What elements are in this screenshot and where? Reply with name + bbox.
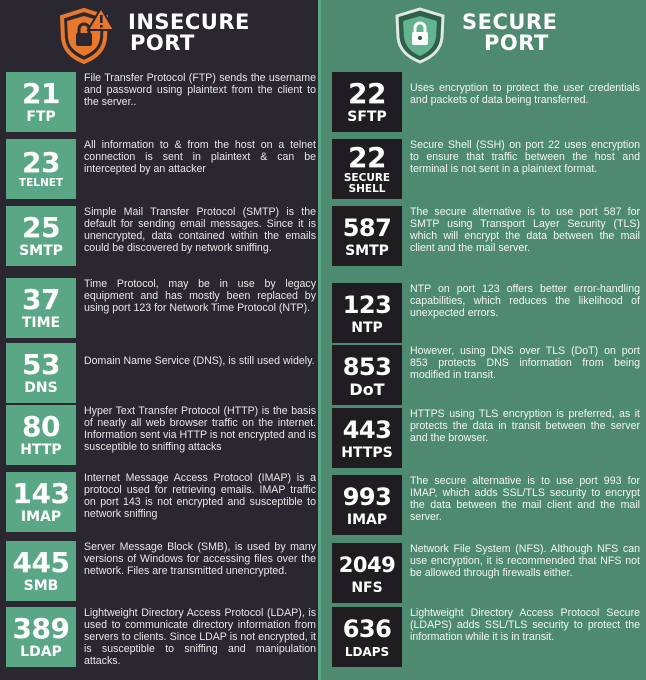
port-badge	[6, 405, 76, 465]
port-number: 23	[22, 146, 60, 179]
port-name: IMAP	[20, 508, 62, 525]
port-badge	[6, 206, 76, 266]
secure-row	[332, 345, 640, 405]
port-name: DNS	[24, 379, 58, 396]
insecure-title-line1: INSECURE	[128, 10, 250, 34]
port-name: SFTP	[347, 108, 387, 125]
port-badge	[6, 607, 76, 667]
port-badge	[6, 139, 76, 199]
port-description: All information to & from the host on a telnet connection is sent in plaintext & can be intercepted by an attacker	[84, 139, 316, 175]
insecure-row	[6, 278, 316, 338]
port-badge	[332, 206, 402, 266]
port-description: Server Message Block (SMB), is used by many versions of Windows for accessing files over the network. Files are transmitted unencrypted.	[84, 541, 316, 577]
insecure-row	[6, 472, 316, 532]
port-description: However, using DNS over TLS (DoT) on port 853 protects DNS information from being modified in transit.	[410, 345, 640, 381]
port-name: FTP	[26, 108, 56, 125]
port-number: 53	[22, 347, 60, 381]
port-badge	[6, 472, 76, 532]
port-description: Lightweight Directory Access Protocol (LDAP), is used to communicate directory information from servers to clients. Since LDAP is not encrypted, it is susceptible to sniffing and manipulation attacks.	[84, 607, 316, 667]
insecure-title-line2: PORT	[130, 31, 195, 55]
secure-title	[462, 12, 557, 54]
port-description: Lightweight Directory Access Protocol Secure (LDAPS) adds SSL/TLS security to protect the information while it is in transit.	[410, 607, 640, 643]
port-number: 21	[22, 76, 60, 110]
port-number: 25	[22, 210, 60, 244]
secure-title-line2: PORT	[484, 31, 549, 55]
port-badge	[332, 607, 402, 667]
port-number: 123	[342, 290, 392, 319]
port-number: 80	[22, 409, 60, 443]
port-name: LDAP	[20, 643, 62, 660]
insecure-row	[6, 72, 316, 132]
insecure-row	[6, 607, 316, 667]
port-badge	[332, 283, 402, 343]
port-name: SMB	[23, 577, 59, 594]
port-description: NTP on port 123 offers better error-handling capabilities, which reduces the likelihood of unexpected errors.	[410, 283, 640, 319]
port-number: 143	[12, 476, 70, 510]
port-badge	[6, 278, 76, 338]
port-name: IMAP	[346, 511, 388, 528]
port-description: Time Protocol, may be in use by legacy equipment and has mostly been replaced by using port 123 for Network Time Protocol (NTP).	[84, 278, 316, 314]
port-description: Network File System (NFS). Although NFS can use encryption, it is recommended that NFS not be allowed through firewalls either.	[410, 543, 640, 579]
port-name: HTTPS	[341, 444, 393, 461]
port-description: The secure alternative is to use port 587 for SMTP using Transport Layer Security (TLS) which will encrypt the data between the mail client and the mail server.	[410, 206, 640, 254]
port-badge	[332, 72, 402, 132]
insecure-row	[6, 206, 316, 266]
port-number: 445	[12, 545, 70, 579]
port-description: File Transfer Protocol (FTP) sends the username and password using plaintext from the client to the server..	[84, 72, 316, 108]
secure-row	[332, 139, 640, 199]
port-description: Uses encryption to protect the user credentials and packets of data being transferred.	[410, 82, 640, 106]
shield-lock-icon	[390, 6, 450, 64]
insecure-row	[6, 139, 316, 199]
port-description: Secure Shell (SSH) on port 22 uses encryption to ensure that traffic between the host and terminal is not sent in a plaintext format.	[410, 139, 640, 175]
port-badge	[6, 541, 76, 601]
port-badge	[332, 345, 402, 405]
port-number: 443	[342, 415, 392, 444]
insecure-row	[6, 343, 316, 403]
secure-row	[332, 408, 640, 468]
port-description: Internet Message Access Protocol (IMAP) is a protocol used for retrieving emails. IMAP traffic on port 143 is not encrypted and susceptible to network sniffing	[84, 472, 316, 520]
port-name: SMTP	[19, 242, 63, 259]
port-number: 853	[342, 352, 392, 381]
secure-row	[332, 206, 640, 266]
secure-title-line1: SECURE	[462, 10, 558, 34]
port-badge	[332, 139, 402, 199]
port-number: 2049	[338, 552, 396, 577]
secure-header	[322, 0, 646, 66]
port-name: HTTP	[20, 441, 62, 458]
port-badge	[6, 343, 76, 403]
secure-row	[332, 543, 640, 603]
port-number: 389	[12, 611, 70, 645]
port-number: 636	[342, 614, 392, 643]
port-name: TIME	[21, 314, 61, 331]
port-name: NTP	[351, 319, 383, 336]
shield-lock-warning-icon	[56, 6, 116, 64]
port-description: HTTPS using TLS encryption is preferred, as it protects the data in transit between the server and the browser.	[410, 408, 640, 444]
insecure-row	[6, 405, 316, 465]
secure-row	[332, 72, 640, 132]
port-name: NFS	[351, 579, 383, 596]
port-description: Simple Mail Transfer Protocol (SMTP) is the default for sending email messages. Since it is unencrypted, data contained within the emails could be discovered by network sniffing.	[84, 206, 316, 254]
secure-row	[332, 475, 640, 535]
port-number: 37	[22, 282, 60, 316]
port-badge	[332, 475, 402, 535]
column-divider	[318, 0, 321, 680]
port-number: 993	[342, 482, 392, 511]
secure-row	[332, 607, 640, 667]
port-name: DoT	[349, 379, 385, 399]
insecure-row	[6, 541, 316, 601]
port-name: TELNET	[18, 177, 64, 189]
port-description: Domain Name Service (DNS), is still used widely.	[84, 355, 315, 367]
insecure-title	[128, 12, 250, 54]
port-name: LDAPS	[344, 644, 390, 659]
port-badge	[6, 72, 76, 132]
port-name: SMTP	[345, 242, 389, 259]
port-number: 587	[342, 213, 392, 242]
port-description: The secure alternative is to use port 993 for IMAP, which adds SSL/TLS security to encrypt the data between the mail client and the mail server.	[410, 475, 640, 523]
port-badge	[332, 543, 402, 603]
insecure-header	[0, 0, 318, 66]
port-number: 22	[348, 76, 386, 110]
port-badge	[332, 408, 402, 468]
port-number: 22	[348, 140, 386, 174]
port-description: Hyper Text Transfer Protocol (HTTP) is the basis of nearly all web browser traffic on the internet. Information sent via HTTP is not encrypted and is susceptible to sniffing attacks	[84, 405, 316, 453]
port-name: SECURE SHELL	[343, 171, 391, 195]
secure-row	[332, 283, 640, 343]
